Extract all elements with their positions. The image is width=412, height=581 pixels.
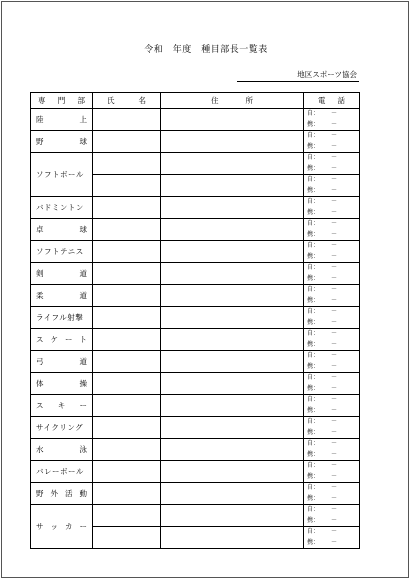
sport-label-char: 陸 <box>36 115 44 124</box>
address-cell[interactable] <box>161 373 304 395</box>
name-cell[interactable] <box>93 175 161 197</box>
sport-label <box>36 334 87 345</box>
address-cell[interactable] <box>161 307 304 329</box>
sport-label-char: 泳 <box>79 445 87 454</box>
organization-line <box>237 68 359 82</box>
sport-label: ソフトボール <box>36 170 84 179</box>
phone-home-label: 自： <box>307 352 320 359</box>
phone-dash: － <box>331 506 338 513</box>
table-row <box>31 109 360 131</box>
phone-home-line <box>304 373 359 384</box>
phone-cell[interactable] <box>304 439 360 461</box>
sport-label-char: 卓 <box>36 225 44 234</box>
header-name-char: 氏 <box>107 96 115 105</box>
header-phone-char: 電 <box>318 96 326 105</box>
phone-cell[interactable] <box>304 175 360 197</box>
phone-mobile-label: 携： <box>307 164 320 172</box>
name-cell[interactable] <box>93 197 161 219</box>
name-cell[interactable] <box>93 373 161 395</box>
name-cell[interactable] <box>93 263 161 285</box>
sport-label-char: ス <box>36 401 44 410</box>
sport-label-char: 球 <box>79 137 87 146</box>
phone-home-line <box>304 329 359 340</box>
sport-label-char: 水 <box>36 445 44 454</box>
phone-cell[interactable] <box>304 527 360 549</box>
table-row <box>31 329 360 351</box>
phone-mobile-label: 携： <box>307 296 320 304</box>
phone-cell[interactable] <box>304 505 360 527</box>
phone-dash: － <box>331 264 338 271</box>
phone-cell[interactable] <box>304 329 360 351</box>
phone-home-label: 自： <box>307 396 320 403</box>
sport-cell <box>31 483 93 505</box>
table-row <box>31 505 360 527</box>
sport-label-char: ー <box>65 335 73 344</box>
phone-mobile-label: 携： <box>307 384 320 392</box>
phone-mobile-line <box>304 142 359 153</box>
header-address <box>161 93 304 109</box>
phone-cell[interactable] <box>304 285 360 307</box>
phone-dash: － <box>331 352 338 359</box>
name-cell[interactable] <box>93 505 161 527</box>
sport-label-char: 野 <box>36 489 44 498</box>
phone-home-line <box>304 285 359 296</box>
sport-cell <box>31 153 93 197</box>
sport-cell <box>31 351 93 373</box>
phone-dash: － <box>331 450 338 458</box>
phone-mobile-label: 携： <box>307 406 320 414</box>
phone-dash: － <box>331 516 338 524</box>
sport-label: ソフトテニス <box>36 247 84 256</box>
table-row <box>31 417 360 439</box>
sport-cell <box>31 373 93 395</box>
sport-label-char: ト <box>79 335 87 344</box>
sport-label <box>36 356 87 367</box>
phone-mobile-label: 携： <box>307 252 320 260</box>
phone-mobile-label: 携： <box>307 362 320 370</box>
organization-name: 地区スポーツ協会 <box>297 70 357 79</box>
phone-dash: － <box>331 528 338 535</box>
address-cell[interactable] <box>161 483 304 505</box>
phone-dash: － <box>331 406 338 414</box>
sport-cell <box>31 329 93 351</box>
phone-mobile-label: 携： <box>307 208 320 216</box>
phone-dash: － <box>331 462 338 469</box>
phone-cell[interactable] <box>304 219 360 241</box>
sport-cell <box>31 439 93 461</box>
phone-dash: － <box>331 230 338 238</box>
phone-dash: － <box>331 374 338 381</box>
address-cell[interactable] <box>161 505 304 527</box>
phone-mobile-label: 携： <box>307 120 320 128</box>
header-sport <box>31 93 93 109</box>
phone-dash: － <box>331 242 338 249</box>
phone-mobile-line <box>304 450 359 461</box>
table-row <box>31 307 360 329</box>
header-address-char: 住 <box>211 96 219 105</box>
phone-home-line <box>304 505 359 516</box>
sport-label: バレーボール <box>36 467 84 476</box>
sport-label-char: ッ <box>50 522 58 531</box>
phone-mobile-line <box>304 494 359 505</box>
sport-label <box>36 114 87 125</box>
phone-mobile-line <box>304 252 359 263</box>
name-cell[interactable] <box>93 219 161 241</box>
phone-mobile-line <box>304 472 359 483</box>
header-address-char: 所 <box>245 96 253 105</box>
sport-label: バドミントン <box>36 203 84 212</box>
phone-dash: － <box>331 164 338 172</box>
phone-home-label: 自： <box>307 374 320 381</box>
address-cell[interactable] <box>161 329 304 351</box>
phone-home-label: 自： <box>307 330 320 337</box>
sport-label-char: 活 <box>65 489 73 498</box>
address-cell[interactable] <box>161 461 304 483</box>
sport-label-char: 道 <box>79 269 87 278</box>
phone-mobile-line <box>304 120 359 131</box>
phone-mobile-line <box>304 274 359 285</box>
phone-dash: － <box>331 220 338 227</box>
phone-cell[interactable] <box>304 131 360 153</box>
sport-cell <box>31 219 93 241</box>
roster-table <box>30 92 360 549</box>
address-cell[interactable] <box>161 263 304 285</box>
name-cell[interactable] <box>93 131 161 153</box>
name-cell[interactable] <box>93 439 161 461</box>
sport-label <box>36 378 87 389</box>
address-cell[interactable] <box>161 175 304 197</box>
phone-home-label: 自： <box>307 418 320 425</box>
sport-label: サイクリング <box>36 423 84 432</box>
sport-cell <box>31 109 93 131</box>
address-cell[interactable] <box>161 527 304 549</box>
name-cell[interactable] <box>93 285 161 307</box>
sport-label-char: 球 <box>79 225 87 234</box>
phone-cell[interactable] <box>304 483 360 505</box>
phone-mobile-line <box>304 186 359 197</box>
phone-home-label: 自： <box>307 198 320 205</box>
phone-mobile-line <box>304 406 359 417</box>
address-cell[interactable] <box>161 131 304 153</box>
phone-dash: － <box>331 176 338 183</box>
name-cell[interactable] <box>93 241 161 263</box>
phone-dash: － <box>331 110 338 117</box>
address-cell[interactable] <box>161 395 304 417</box>
sport-label <box>36 136 87 147</box>
phone-mobile-label: 携： <box>307 494 320 502</box>
header-sport-char: 専 <box>38 96 46 105</box>
phone-dash: － <box>331 484 338 491</box>
table-row <box>31 197 360 219</box>
phone-home-label: 自： <box>307 264 320 271</box>
address-cell[interactable] <box>161 439 304 461</box>
phone-mobile-line <box>304 164 359 175</box>
sport-label-char: 体 <box>36 379 44 388</box>
phone-dash: － <box>331 120 338 128</box>
header-sport-char: 部 <box>77 96 85 105</box>
sport-cell <box>31 395 93 417</box>
header-name-char: 名 <box>138 96 146 105</box>
name-cell[interactable] <box>93 109 161 131</box>
phone-dash: － <box>331 330 338 337</box>
phone-home-line <box>304 219 359 230</box>
phone-cell[interactable] <box>304 109 360 131</box>
header-phone-char: 話 <box>337 96 345 105</box>
phone-home-line <box>304 395 359 406</box>
phone-home-line <box>304 263 359 274</box>
sport-label-char: 剣 <box>36 269 44 278</box>
phone-dash: － <box>331 208 338 216</box>
sport-label <box>36 224 87 235</box>
phone-home-line <box>304 197 359 208</box>
phone-mobile-line <box>304 230 359 241</box>
name-cell[interactable] <box>93 527 161 549</box>
phone-dash: － <box>331 142 338 150</box>
sport-cell <box>31 241 93 263</box>
sport-label-char: 外 <box>50 489 58 498</box>
phone-cell[interactable] <box>304 373 360 395</box>
phone-mobile-line <box>304 208 359 219</box>
phone-home-label: 自： <box>307 308 320 315</box>
sport-label-char: サ <box>36 522 44 531</box>
sport-label-char: 弓 <box>36 357 44 366</box>
sport-label <box>36 444 87 455</box>
phone-home-line <box>304 461 359 472</box>
phone-home-line <box>304 307 359 318</box>
phone-home-label: 自： <box>307 484 320 491</box>
phone-home-line <box>304 175 359 186</box>
phone-mobile-label: 携： <box>307 516 320 524</box>
phone-mobile-label: 携： <box>307 450 320 458</box>
phone-mobile-label: 携： <box>307 472 320 480</box>
sport-cell <box>31 307 93 329</box>
phone-home-label: 自： <box>307 286 320 293</box>
name-cell[interactable] <box>93 395 161 417</box>
phone-dash: － <box>331 538 338 546</box>
phone-home-line <box>304 153 359 164</box>
address-cell[interactable] <box>161 109 304 131</box>
table-row <box>31 153 360 175</box>
phone-home-line <box>304 439 359 450</box>
table-row <box>31 131 360 153</box>
table-row <box>31 219 360 241</box>
phone-home-label: 自： <box>307 506 320 513</box>
phone-mobile-label: 携： <box>307 186 320 194</box>
table-row <box>31 439 360 461</box>
phone-dash: － <box>331 428 338 436</box>
phone-mobile-label: 携： <box>307 428 320 436</box>
phone-home-line <box>304 241 359 252</box>
sport-label-char: 道 <box>79 357 87 366</box>
sport-label-char: 柔 <box>36 291 44 300</box>
phone-home-line <box>304 351 359 362</box>
phone-mobile-line <box>304 384 359 395</box>
sport-label-char: カ <box>65 522 73 531</box>
sport-label: ライフル射撃 <box>36 313 84 322</box>
phone-dash: － <box>331 440 338 447</box>
phone-dash: － <box>331 340 338 348</box>
address-cell[interactable] <box>161 153 304 175</box>
phone-dash: － <box>331 132 338 139</box>
name-cell[interactable] <box>93 329 161 351</box>
sport-label-char: ー <box>79 401 87 410</box>
phone-cell[interactable] <box>304 395 360 417</box>
phone-dash: － <box>331 308 338 315</box>
phone-cell[interactable] <box>304 351 360 373</box>
phone-dash: － <box>331 494 338 502</box>
address-cell[interactable] <box>161 351 304 373</box>
phone-home-label: 自： <box>307 242 320 249</box>
phone-mobile-line <box>304 318 359 329</box>
phone-cell[interactable] <box>304 241 360 263</box>
address-cell[interactable] <box>161 219 304 241</box>
address-cell[interactable] <box>161 241 304 263</box>
phone-home-label: 自： <box>307 462 320 469</box>
phone-cell[interactable] <box>304 417 360 439</box>
sport-cell <box>31 263 93 285</box>
phone-cell[interactable] <box>304 153 360 175</box>
sport-label-char: 上 <box>79 115 87 124</box>
sport-cell <box>31 417 93 439</box>
sport-label <box>36 400 87 411</box>
sport-cell <box>31 197 93 219</box>
phone-home-line <box>304 131 359 142</box>
table-row <box>31 351 360 373</box>
table-row <box>31 373 360 395</box>
phone-cell[interactable] <box>304 263 360 285</box>
phone-mobile-label: 携： <box>307 230 320 238</box>
sport-label <box>36 268 87 279</box>
table-row <box>31 241 360 263</box>
phone-home-line <box>304 527 359 538</box>
phone-home-label: 自： <box>307 220 320 227</box>
name-cell[interactable] <box>93 483 161 505</box>
sport-label <box>36 488 87 499</box>
sport-label-char: キ <box>57 401 66 410</box>
phone-dash: － <box>331 186 338 194</box>
sport-cell <box>31 505 93 549</box>
phone-dash: － <box>331 384 338 392</box>
name-cell[interactable] <box>93 461 161 483</box>
phone-mobile-line <box>304 516 359 527</box>
phone-home-label: 自： <box>307 176 320 183</box>
sport-cell <box>31 131 93 153</box>
address-cell[interactable] <box>161 417 304 439</box>
phone-home-line <box>304 483 359 494</box>
name-cell[interactable] <box>93 153 161 175</box>
phone-dash: － <box>331 362 338 370</box>
phone-cell[interactable] <box>304 461 360 483</box>
sport-cell <box>31 461 93 483</box>
phone-mobile-line <box>304 428 359 439</box>
phone-mobile-label: 携： <box>307 142 320 150</box>
sport-label-char: 野 <box>36 137 44 146</box>
sport-label-char: ケ <box>50 335 58 344</box>
phone-mobile-label: 携： <box>307 538 320 546</box>
phone-dash: － <box>331 396 338 403</box>
header-phone <box>304 93 360 109</box>
sport-label <box>36 521 87 532</box>
header-row <box>31 93 360 109</box>
sport-label-char: ス <box>36 335 44 344</box>
phone-mobile-line <box>304 340 359 351</box>
phone-mobile-label: 携： <box>307 274 320 282</box>
phone-home-label: 自： <box>307 110 320 117</box>
phone-dash: － <box>331 472 338 480</box>
document-title: 令和 年度 種目部長一覧表 <box>144 45 268 55</box>
phone-home-line <box>304 109 359 120</box>
phone-dash: － <box>331 296 338 304</box>
phone-home-label: 自： <box>307 132 320 139</box>
sport-label-char: 操 <box>79 379 87 388</box>
sport-label <box>36 290 87 301</box>
roster-body <box>31 109 360 549</box>
phone-mobile-label: 携： <box>307 318 320 326</box>
name-cell[interactable] <box>93 351 161 373</box>
table-row <box>31 395 360 417</box>
table-row <box>31 285 360 307</box>
phone-dash: － <box>331 198 338 205</box>
phone-home-label: 自： <box>307 154 320 161</box>
phone-home-label: 自： <box>307 528 320 535</box>
sport-label-char: ー <box>79 522 87 531</box>
phone-dash: － <box>331 154 338 161</box>
phone-mobile-line <box>304 296 359 307</box>
name-cell[interactable] <box>93 417 161 439</box>
sport-label-char: 動 <box>79 489 87 498</box>
phone-dash: － <box>331 252 338 260</box>
table-row <box>31 461 360 483</box>
phone-dash: － <box>331 274 338 282</box>
address-cell[interactable] <box>161 285 304 307</box>
address-cell[interactable] <box>161 197 304 219</box>
sport-cell <box>31 285 93 307</box>
phone-dash: － <box>331 318 338 326</box>
header-sport-char: 門 <box>57 96 66 105</box>
table-row <box>31 263 360 285</box>
sport-label-char: 道 <box>79 291 87 300</box>
phone-cell[interactable] <box>304 197 360 219</box>
header-name <box>93 93 161 109</box>
phone-cell[interactable] <box>304 307 360 329</box>
name-cell[interactable] <box>93 307 161 329</box>
phone-home-line <box>304 417 359 428</box>
phone-mobile-line <box>304 538 359 549</box>
phone-mobile-label: 携： <box>307 340 320 348</box>
phone-mobile-line <box>304 362 359 373</box>
table-row <box>31 483 360 505</box>
phone-home-label: 自： <box>307 440 320 447</box>
phone-dash: － <box>331 286 338 293</box>
phone-dash: － <box>331 418 338 425</box>
